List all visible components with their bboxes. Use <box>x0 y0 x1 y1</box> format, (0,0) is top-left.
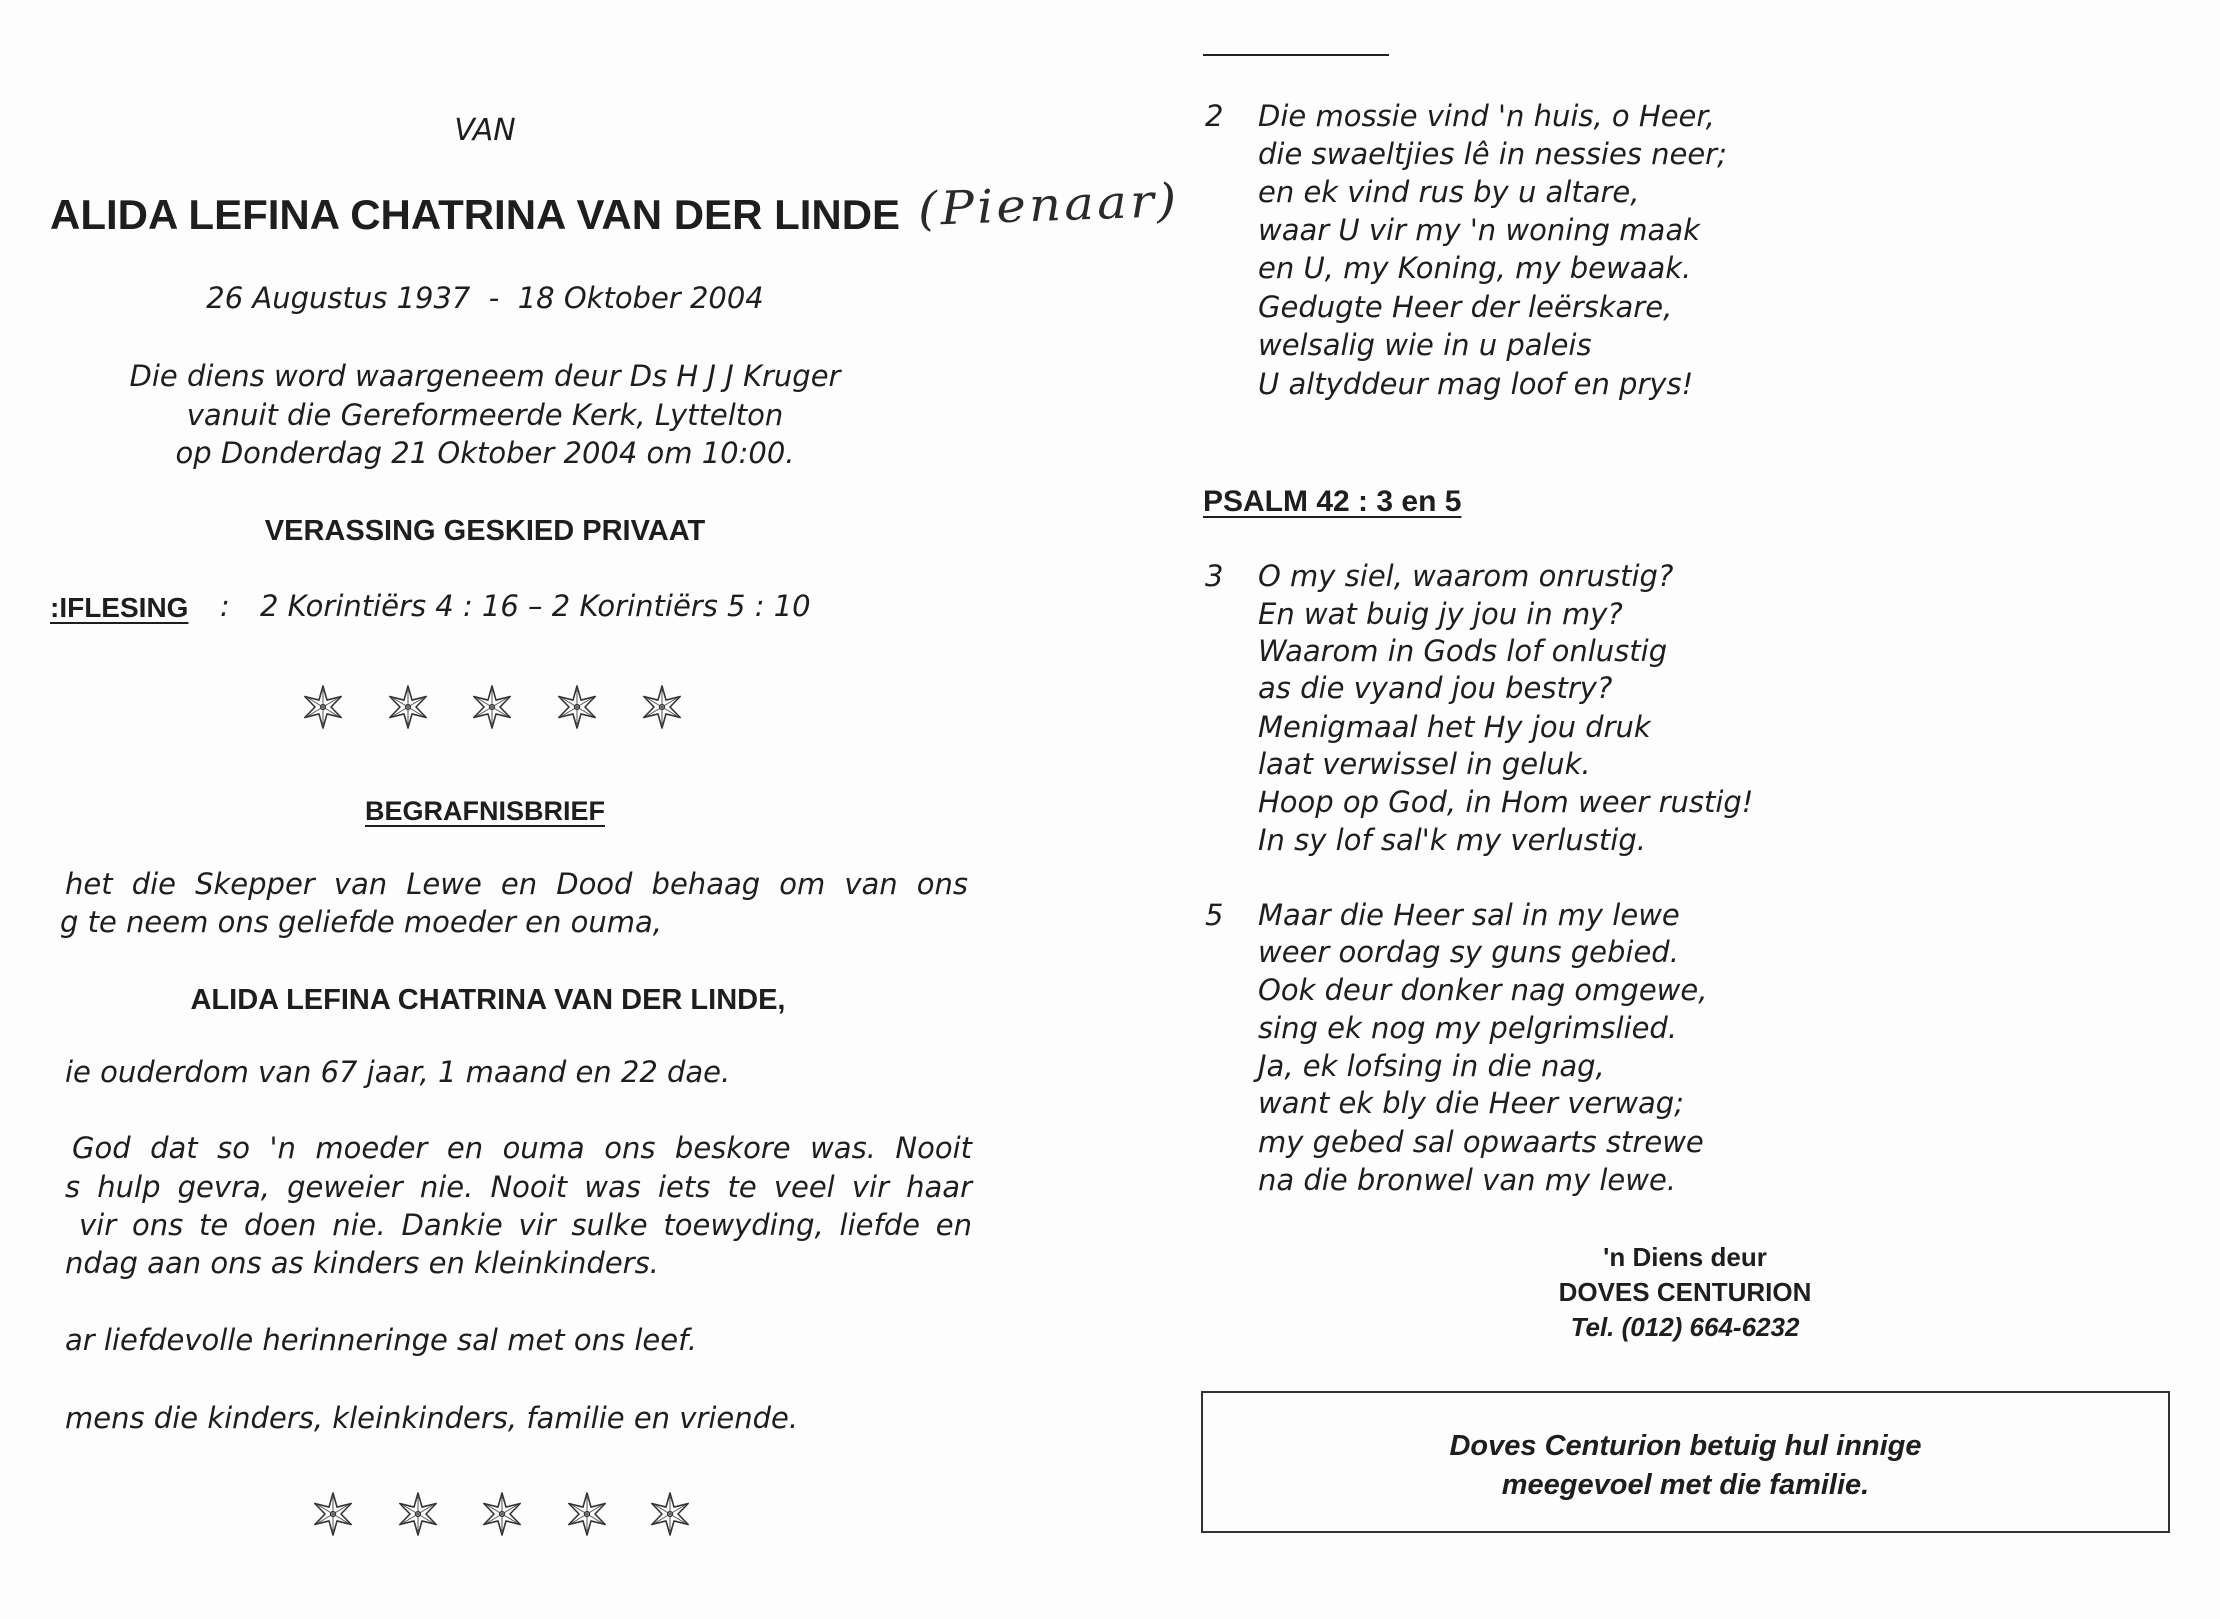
letter-line: vir ons te doen nie. Dankie vir sulke toewyding, liefde en <box>79 1208 972 1242</box>
verse-line: O my siel, waarom onrustig? <box>1258 559 1674 593</box>
verse-number: 3 <box>1205 559 1224 593</box>
verse-number: 5 <box>1205 898 1224 932</box>
letter-line: s hulp gevra, geweier nie. Nooit was iets te veel vir haar <box>65 1170 972 1204</box>
verse-line: en U, my Koning, my bewaak. <box>1258 251 1692 285</box>
handwritten-annotation: (Pienaar) <box>917 172 1181 236</box>
verse-line: waar U vir my 'n woning maak <box>1258 213 1700 247</box>
verse-line: weer oordag sy guns gebied. <box>1258 935 1679 969</box>
condolence-line: meegevoel met die familie. <box>1501 1469 1870 1501</box>
verse-line: U altyddeur mag loof en prys! <box>1258 367 1694 401</box>
letter-line: g te neem ons geliefde moeder en ouma, <box>60 905 662 939</box>
scripture-reading-separator: : <box>220 589 230 623</box>
verse-line: Waarom in Gods lof onlustig <box>1258 634 1668 668</box>
funeral-service-phone: Tel. (012) 664-6232 <box>1570 1312 1800 1342</box>
top-divider <box>1203 54 1389 56</box>
verse-line: my gebed sal opwaarts strewe <box>1258 1125 1704 1159</box>
verse-line: En wat buig jy jou in my? <box>1258 597 1623 631</box>
letter-line: ar liefdevolle herinneringe sal met ons leef. <box>65 1323 697 1357</box>
verse-number: 2 <box>1205 99 1224 133</box>
verse-line: welsalig wie in u paleis <box>1258 328 1592 362</box>
letter-signoff: mens die kinders, kleinkinders, familie en vriende. <box>65 1401 799 1435</box>
verse-line: Gedugte Heer der leërskare, <box>1258 290 1673 324</box>
service-line: vanuit die Gereformeerde Kerk, Lyttelton <box>186 398 784 432</box>
letter-deceased-name: ALIDA LEFINA CHATRINA VAN DER LINDE, <box>190 984 786 1016</box>
van-label: VAN <box>454 113 516 148</box>
pinwheel-star-icon <box>310 1491 356 1537</box>
pinwheel-star-icon <box>469 684 515 730</box>
verse-line: Ja, ek lofsing in die nag, <box>1258 1049 1605 1083</box>
verse-line: as die vyand jou bestry? <box>1258 671 1613 705</box>
verse-line: Ook deur donker nag omgewe, <box>1258 973 1708 1007</box>
pinwheel-star-icon <box>554 684 600 730</box>
scripture-reading-text: 2 Korintiërs 4 : 16 – 2 Korintiërs 5 : 10 <box>260 589 811 623</box>
condolence-line: Doves Centurion betuig hul innige <box>1449 1430 1922 1462</box>
letter-line: God dat so 'n moeder en ouma ons beskore was. Nooit <box>72 1131 972 1165</box>
verse-line: sing ek nog my pelgrimslied. <box>1258 1011 1678 1045</box>
verse-line: na die bronwel van my lewe. <box>1258 1163 1677 1197</box>
cremation-notice: VERASSING GESKIED PRIVAAT <box>264 515 706 547</box>
psalm-heading: PSALM 42 : 3 en 5 <box>1203 485 1462 518</box>
condolence-box <box>1201 1391 2170 1533</box>
verse-line: laat verwissel in geluk. <box>1258 747 1591 781</box>
life-dates: 26 Augustus 1937 - 18 Oktober 2004 <box>206 281 764 315</box>
service-line: op Donderdag 21 Oktober 2004 om 10:00. <box>175 436 795 470</box>
funeral-service-intro: 'n Diens deur <box>1603 1242 1767 1272</box>
pinwheel-star-icon <box>395 1491 441 1537</box>
verse-line: die swaeltjies lê in nessies neer; <box>1258 137 1727 171</box>
pinwheel-star-icon <box>647 1491 693 1537</box>
verse-line: Hoop op God, in Hom weer rustig! <box>1258 785 1754 819</box>
pinwheel-star-icon <box>639 684 685 730</box>
letter-heading: BEGRAFNISBRIEF <box>364 796 605 826</box>
pinwheel-star-icon <box>479 1491 525 1537</box>
verse-line: Maar die Heer sal in my lewe <box>1258 898 1680 932</box>
verse-line: Menigmaal het Hy jou druk <box>1258 710 1651 744</box>
letter-line: het die Skepper van Lewe en Dood behaag om van ons <box>65 867 968 901</box>
scripture-reading-label: :IFLESING <box>50 592 189 623</box>
pinwheel-star-icon <box>564 1491 610 1537</box>
pinwheel-star-icon <box>300 684 346 730</box>
letter-line: ndag aan ons as kinders en kleinkinders. <box>65 1246 659 1280</box>
deceased-name: ALIDA LEFINA CHATRINA VAN DER LINDE <box>50 191 901 238</box>
funeral-service-company: DOVES CENTURION <box>1558 1277 1812 1307</box>
verse-line: Die mossie vind 'n huis, o Heer, <box>1258 99 1715 133</box>
verse-line: want ek bly die Heer verwag; <box>1258 1086 1684 1120</box>
pinwheel-star-icon <box>385 684 431 730</box>
verse-line: en ek vind rus by u altare, <box>1258 175 1640 209</box>
verse-line: In sy lof sal'k my verlustig. <box>1258 823 1646 857</box>
service-line: Die diens word waargeneem deur Ds H J J Kruger <box>129 359 841 393</box>
letter-line: ie ouderdom van 67 jaar, 1 maand en 22 dae. <box>65 1055 731 1089</box>
